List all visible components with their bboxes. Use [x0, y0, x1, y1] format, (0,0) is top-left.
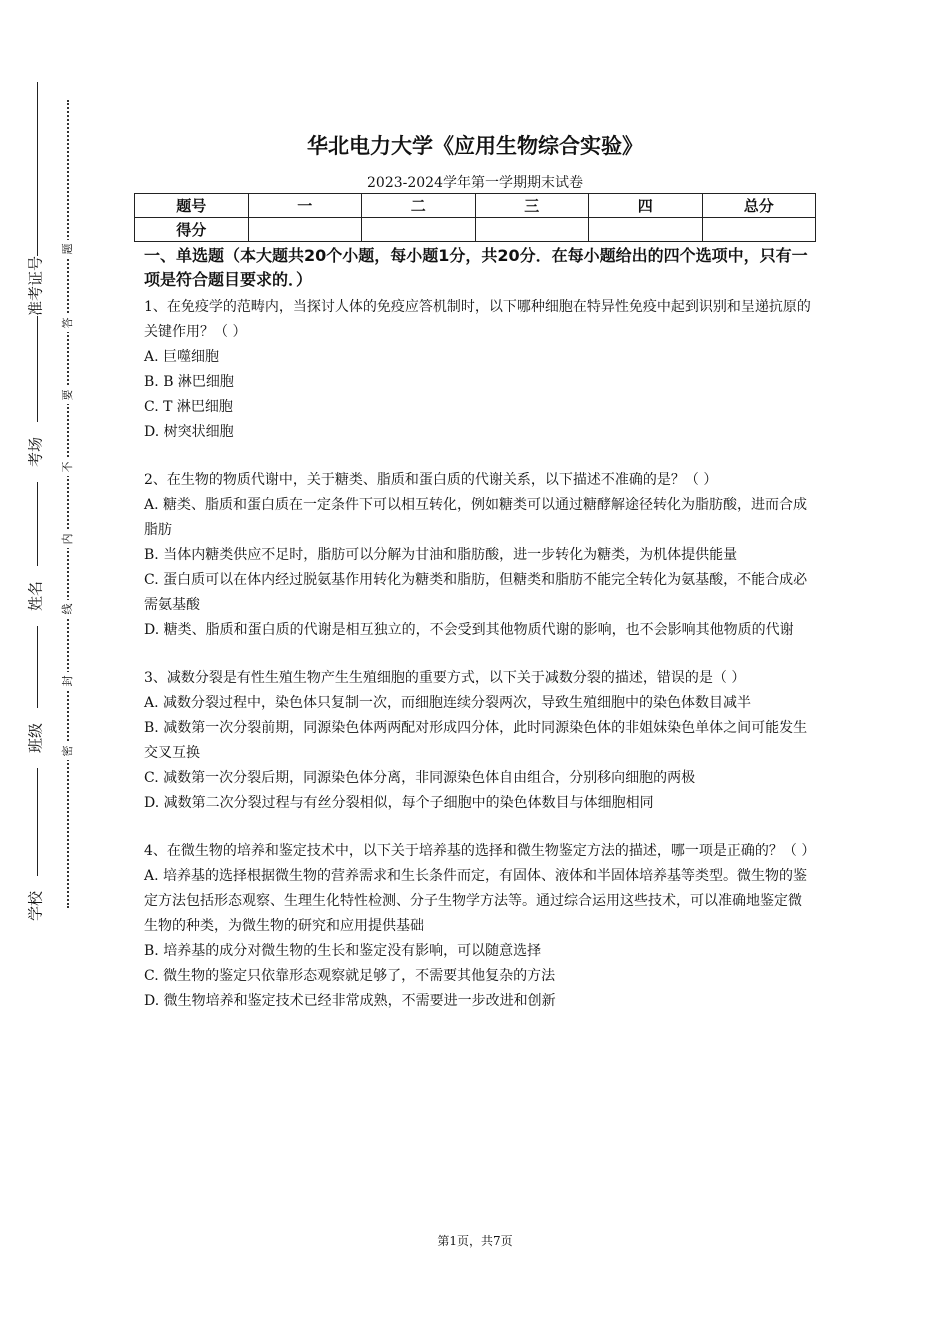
seal-char: 封	[58, 672, 76, 690]
label-exam-room-text: 考场	[26, 436, 45, 468]
score-header-cell: 四	[589, 194, 703, 218]
question-stem: 4、在微生物的培养和鉴定技术中，以下关于培养基的选择和微生物鉴定方法的描述，哪一项是正确的？（ ）	[144, 843, 816, 859]
seal-dotted-line	[67, 100, 69, 908]
score-input-cell[interactable]	[702, 218, 816, 242]
label-class	[20, 708, 50, 768]
score-input-cell[interactable]	[589, 218, 703, 242]
label-name-text: 姓名	[26, 580, 45, 612]
score-table	[134, 193, 816, 242]
score-header-cell: 题号	[135, 194, 249, 218]
option-d: D. 糖类、脂质和蛋白质的代谢是相互独立的，不会受到其他物质代谢的影响，也不会影响其他物质的代谢	[144, 622, 794, 638]
question-stem: 1、在免疫学的范畴内，当探讨人体的免疫应答机制时，以下哪种细胞在特异性免疫中起到识别和呈递抗原的关键作用？（ ）	[144, 299, 811, 340]
label-school	[20, 876, 50, 936]
option-c: C. T 淋巴细胞	[144, 399, 233, 415]
binding-line	[37, 82, 38, 928]
score-header-cell: 总分	[702, 194, 816, 218]
question-stem: 2、在生物的物质代谢中，关于糖类、脂质和蛋白质的代谢关系，以下描述不准确的是？（ ）	[144, 472, 718, 488]
option-c: C. 微生物的鉴定只依靠形态观察就足够了，不需要其他复杂的方法	[144, 968, 556, 984]
label-exam-room	[20, 422, 50, 482]
option-c: C. 蛋白质可以在体内经过脱氨基作用转化为糖类和脂肪，但糖类和脂肪不能完全转化为氨基酸，不能合成必需氨基酸	[144, 572, 808, 613]
exam-title: 华北电力大学《应用生物综合实验》	[307, 134, 643, 158]
question-stem: 3、减数分裂是有性生殖生物产生生殖细胞的重要方式，以下关于减数分裂的描述，错误的是（ ）	[144, 670, 746, 686]
seal-char: 题	[58, 240, 76, 258]
label-class-text: 班级	[26, 722, 45, 754]
exam-subtitle: 2023-2024学年第一学期期末试卷	[367, 175, 583, 191]
label-exam-number	[20, 256, 50, 316]
option-a: A. 减数分裂过程中，染色体只复制一次，而细胞连续分裂两次，导致生殖细胞中的染色体数目减半	[144, 695, 752, 711]
option-b: B. 当体内糖类供应不足时，脂肪可以分解为甘油和脂肪酸，进一步转化为糖类，为机体提供能量	[144, 547, 738, 563]
option-b: B. B 淋巴细胞	[144, 374, 234, 390]
section-title: 一、单选题（本大题共20个小题，每小题1分，共20分．在每小题给出的四个选项中，只有一项是符合题目要求的．）	[144, 246, 808, 289]
option-d: D. 减数第二次分裂过程与有丝分裂相似，每个子细胞中的染色体数目与体细胞相同	[144, 795, 654, 811]
option-a: A. 培养基的选择根据微生物的营养需求和生长条件而定，有固体、液体和半固体培养基等类型。微生物的鉴定方法包括形态观察、生理生化特性检测、分子生物学方法等。通过综合运用这些技术，可以准确地鉴定微生物的种类，为微生物的研究和应用提供基础	[144, 868, 808, 934]
seal-char: 要	[58, 386, 76, 404]
score-header-cell: 二	[362, 194, 476, 218]
option-d: D. 微生物培养和鉴定技术已经非常成熟，不需要进一步改进和创新	[144, 993, 556, 1009]
seal-char: 内	[58, 530, 76, 548]
score-table-score-row	[135, 218, 816, 242]
seal-char: 线	[58, 600, 76, 618]
label-school-text: 学校	[26, 890, 45, 922]
seal-char: 密	[58, 742, 76, 760]
label-exam-number-text: 准考证号	[26, 255, 45, 317]
option-c: C. 减数第一次分裂后期，同源染色体分离，非同源染色体自由组合，分别移向细胞的两极	[144, 770, 696, 786]
question-1	[144, 295, 814, 445]
seal-char: 答	[58, 314, 76, 332]
label-name	[20, 566, 50, 626]
seal-char: 不	[58, 458, 76, 476]
score-row-label: 得分	[135, 218, 249, 242]
question-3	[144, 666, 814, 816]
option-a: A. 糖类、脂质和蛋白质在一定条件下可以相互转化，例如糖类可以通过糖酵解途径转化为脂肪酸，进而合成脂肪	[144, 497, 808, 538]
score-input-cell[interactable]	[248, 218, 362, 242]
question-2	[144, 468, 814, 643]
score-header-cell: 一	[248, 194, 362, 218]
exam-content	[144, 244, 814, 1037]
score-input-cell[interactable]	[475, 218, 589, 242]
option-d: D. 树突状细胞	[144, 424, 234, 440]
page-footer: 第1页，共7页	[437, 1234, 513, 1248]
option-b: B. 减数第一次分裂前期，同源染色体两两配对形成四分体，此时同源染色体的非姐妹染色单体之间可能发生交叉互换	[144, 720, 808, 761]
score-table-header-row	[135, 194, 816, 218]
option-b: B. 培养基的成分对微生物的生长和鉴定没有影响，可以随意选择	[144, 943, 542, 959]
score-input-cell[interactable]	[362, 218, 476, 242]
question-4	[144, 839, 814, 1014]
option-a: A. 巨噬细胞	[144, 349, 220, 365]
score-header-cell: 三	[475, 194, 589, 218]
